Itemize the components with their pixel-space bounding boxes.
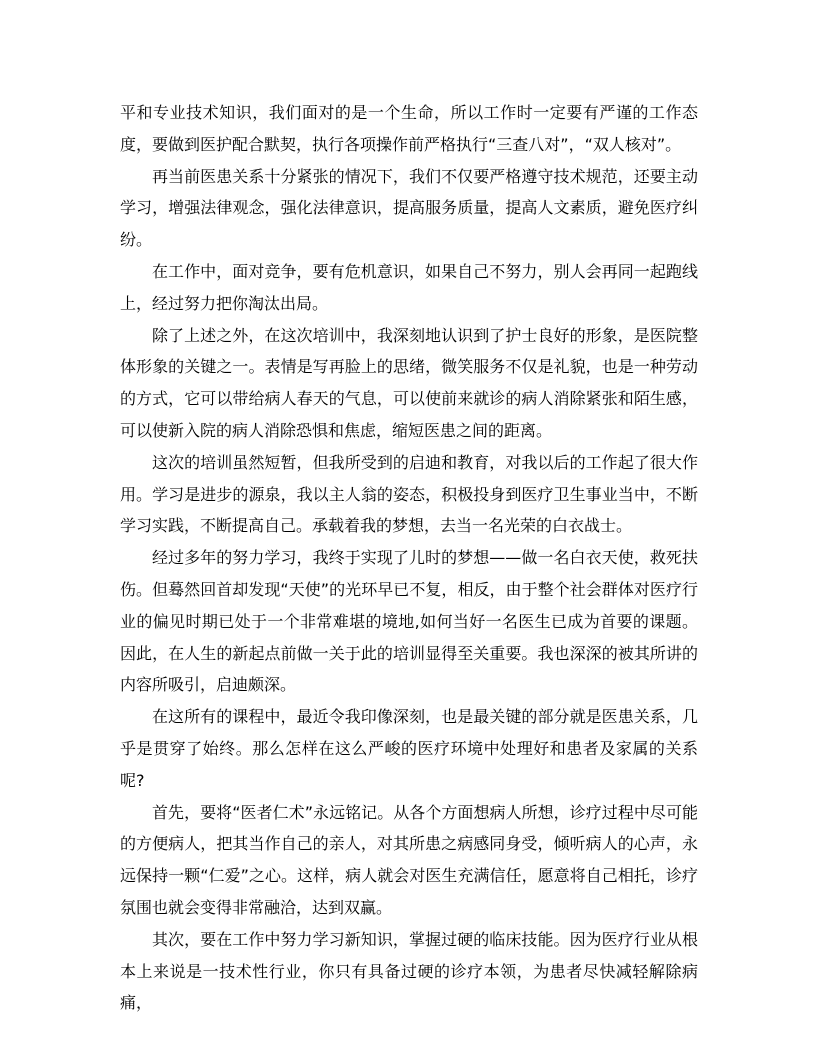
paragraph-legal-awareness: 再当前医患关系十分紧张的情况下，我们不仅要严格遵守技术规范，还要主动学习，增强法律观念，强化法律意识，提高服务质量，提高人文素质，避免医疗纠纷。 xyxy=(120,166,698,250)
document-body xyxy=(120,97,698,1019)
paragraph-training-reflection: 这次的培训虽然短暂，但我所受到的启迪和教育，对我以后的工作起了很大作用。学习是进步的源泉，我以主人翁的姿态，积极投身到医疗卫生事业当中，不断学习实践，不断提高自己。承载着我的梦想，去当一名光荣的白衣战士。 xyxy=(120,452,698,536)
paragraph-continuation: 平和专业技术知识，我们面对的是一个生命，所以工作时一定要有严谨的工作态度，要做到医护配合默契，执行各项操作前严格执行“三查八对”，“双人核对”。 xyxy=(120,103,698,154)
paragraph-nurse-image: 除了上述之外，在这次培训中，我深刻地认识到了护士良好的形象，是医院整体形象的关键之一。表情是写再脸上的思绪，微笑服务不仅是礼貌，也是一种劳动的方式，它可以带给病人春天的气息，可以使前来就诊的病人消除紧张和陌生感，可以使新入院的病人消除恐惧和焦虑，缩短医患之间的距离。 xyxy=(120,325,698,440)
paragraph-first-point: 首先，要将“医者仁术”永远铭记。从各个方面想病人所想，诊疗过程中尽可能的方便病人，把其当作自己的亲人，对其所患之病感同身受，倾听病人的心声，永远保持一颗“仁爱”之心。这样，病人就会对医生充满信任，愿意将自己相托，诊疗氛围也就会变得非常融洽，达到双赢。 xyxy=(120,802,698,917)
paragraph-angel-dream: 经过多年的努力学习，我终于实现了儿时的梦想——做一名白衣天使，救死扶伤。但蓦然回首却发现“天使”的光环早已不复，相反，由于整个社会群体对医疗行业的偏见时期已处于一个非常难堪的境地,如何当好一名医生已成为首要的课题。因此，在人生的新起点前做一关于此的培训显得至关重要。我也深深的被其所讲的内容所吸引，启迪颇深。 xyxy=(120,548,698,695)
paragraph-second-point: 其次，要在工作中努力学习新知识，掌握过硬的临床技能。因为医疗行业从根本上来说是一技术性行业，你只有具备过硬的诊疗本领，为患者尽快减轻解除病痛， xyxy=(120,929,698,1013)
paragraph-doctor-patient: 在这所有的课程中，最近令我印像深刻，也是最关键的部分就是医患关系，几乎是贯穿了始终。那么怎样在这么严峻的医疗环境中处理好和患者及家属的关系呢? xyxy=(120,707,698,790)
paragraph-competition: 在工作中，面对竞争，要有危机意识，如果自己不努力，别人会再同一起跑线上，经过努力把你淘汰出局。 xyxy=(120,261,698,313)
